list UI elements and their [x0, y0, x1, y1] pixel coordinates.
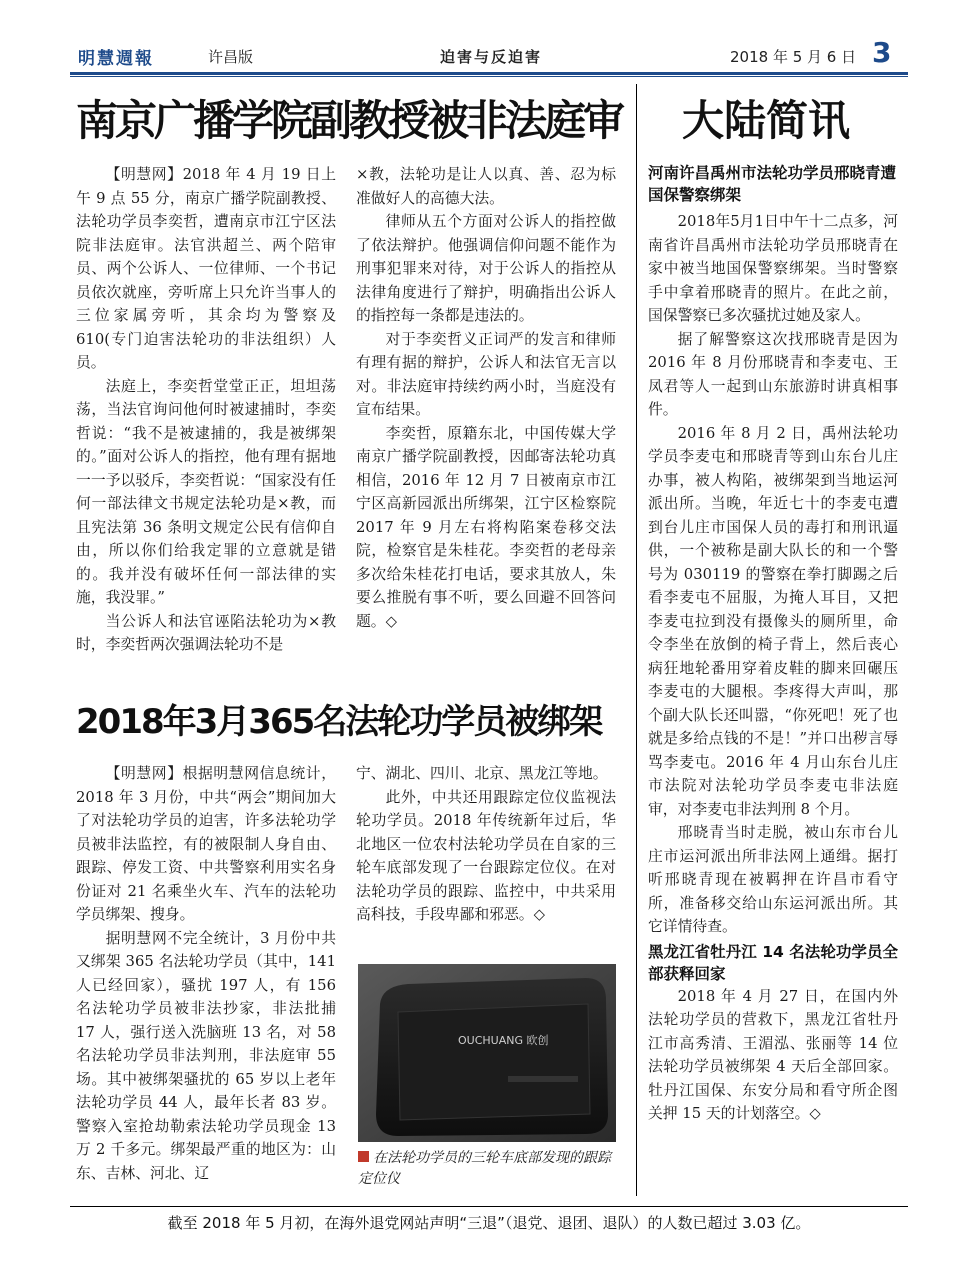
article1-paragraph: 对于李奕哲义正词严的发言和律师有理有据的辩护，公诉人和法官无言以对。非法庭审持续约两小时，当庭没有宣布结果。: [356, 330, 616, 418]
article2-column-2: [356, 762, 616, 927]
article2-paragraph: 据明慧网不完全统计，3 月份中共又绑架 365 名法轮功学员（其中，141 人已经回家），骚扰 197 人，有 156 名法轮功学员被非法抄家，非法批捕 17 人，强行送入洗脑班 13 名，对 58 名法轮功学员非法判刑，非法庭审 55 场。其中被绑架骚扰的 65 岁以上老年法轮功学员 44 人，最年长者 83 岁。警察入室抢劫勒索法轮功学员现金 13 万 2 千多元。绑架最严重的地区为：山东、吉林、河北、辽: [76, 929, 336, 1182]
sidebar-paragraph: 2016 年 8 月 2 日，禹州法轮功学员李麦屯和邢晓青等到山东台儿庄办事，被人构陷，被绑架到当地运河派出所。当晚，年近七十的李麦屯遭到台儿庄市国保人员的毒打和刑讯逼供，一个被称是副大队长的和一个警号为 030119 的警察在拳打脚踢之后看李麦屯不屈服，为掩人耳目，又把李麦屯拉到没有摄像头的厕所里，命令李坐在放倒的椅子背上，然后丧心病狂地轮番用穿着皮鞋的脚来回碾压李麦屯的大腿根。李疼得大声叫，那个副大队长还叫嚣，“你死吧！死了也就是多给点钱的不是！”并口出秽言辱骂李麦屯。2016 年 4 月山东台儿庄市法院对法轮功学员李麦屯非法庭审，对李麦屯非法判刑 8 个月。: [648, 424, 898, 818]
tracker-photo: [358, 964, 616, 1142]
caption-marker: [358, 1151, 369, 1162]
masthead-brand: 明慧週報: [78, 49, 154, 69]
tracker-device-illustration: [358, 964, 616, 1142]
article2-column-1: [76, 762, 336, 1185]
article1-column-2: [356, 163, 616, 633]
article1-paragraph: 律师从五个方面对公诉人的指控做了依法辩护。他强调信仰问题不能作为刑事犯罪来对待，对于公诉人的指控从法律角度进行了辩护，明确指出公诉人的指控每一条都是违法的。: [356, 213, 616, 324]
page-number: 3: [872, 36, 892, 69]
bottom-rule: [70, 1206, 908, 1207]
masthead-date: 2018 年 5 月 6 日: [730, 48, 857, 66]
article1-paragraph: 当公诉人和法官诬陷法轮功为×教时，李奕哲两次强调法轮功不是: [76, 612, 336, 653]
sidebar-paragraph: 2018年5月1日中午十二点多，河南省许昌禹州市法轮功学员邢晓青在家中被当地国保警察绑架。当时警察手中拿着邢晓青的照片。在此之前，国保警察已多次骚扰过她及家人。: [648, 213, 898, 324]
sidebar-paragraph: 邢晓青当时走脱，被山东市台儿庄市运河派出所非法网上通缉。据打听邢晓青现在被羁押在许昌市看守所，准备移交给山东运河派出所。其它详情待查。: [648, 824, 898, 935]
article1-paragraph: 李奕哲，原籍东北，中国传媒大学南京广播学院副教授，因邮寄法轮功真相信，2016 年 12 月 7 日被南京市江宁区高新园派出所绑架，江宁区检察院 2017 年 9 月左右将构陷案卷移交法院，检察官是朱桂花。李奕哲的老母亲多次给朱桂花打电话，要求其放人，朱要么推脱有事不听，要么回避不回答问题。◇: [356, 424, 616, 630]
sidebar-paragraph: 据了解警察这次找邢晓青是因为 2016 年 8 月份邢晓青和李麦屯、王凤君等人一起到山东旅游时讲真相事件。: [648, 330, 898, 418]
footer-notice: 截至 2018 年 5 月初，在海外退党网站声明“三退”（退党、退团、退队）的人数已超过 3.03 亿。: [167, 1214, 811, 1232]
column-divider: [636, 84, 637, 1196]
article2-paragraph-cont: 宁、湖北、四川、北京、黑龙江等地。: [356, 765, 608, 782]
article2-paragraph: 【明慧网】根据明慧网信息统计，2018 年 3 月份，中共“两会”期间加大了对法轮功学员的迫害，许多法轮功学员被非法监控，有的被限制人身自由、跟踪、停发工资、中共警察利用实名身份证对 21 名乘坐火车、汽车的法轮功学员绑架、搜身。: [76, 765, 336, 923]
photo-caption: [358, 1148, 616, 1190]
sidebar-item2-title: 黑龙江省牡丹江 14 名法轮功学员全部获释回家: [648, 942, 898, 983]
masthead-edition: 许昌版: [208, 48, 254, 66]
article1-paragraph-cont: ×教，法轮功是让人以真、善、忍为标准做好人的高德大法。: [356, 166, 616, 207]
article1-paragraph: 【明慧网】2018 年 4 月 19 日上午 9 点 55 分，南京广播学院副教授、法轮功学员李奕哲，遭南京市江宁区法院非法庭审。法官洪超兰、两个陪审员、两个公诉人、一位律师、一个书记员依次就座，旁听席上只允许当事人的三位家属旁听，其余均为警察及 610(专门迫害法轮功的非法组织）人员。: [76, 166, 336, 371]
top-rule-thin: [70, 76, 908, 77]
top-rule: [70, 72, 908, 75]
tracker-brand-label: OUCHUANG 欧创: [458, 1034, 549, 1047]
article1-title: 南京广播学院副教授被非法庭审: [76, 96, 623, 145]
photo-caption-text: 在法轮功学员的三轮车底部发现的跟踪定位仪: [358, 1150, 611, 1187]
article1-column-1: [76, 163, 336, 657]
sidebar-paragraph: 2018 年 4 月 27 日，在国内外法轮功学员的营救下，黑龙江省牡丹江市高秀清、王湄泓、张丽等 14 位法轮功学员被绑架 4 天后全部回家。牡丹江国保、东安分局和看守所企图关押 15 天的计划落空。◇: [648, 987, 898, 1122]
sidebar-title: 大陆简讯: [682, 96, 851, 145]
article2-paragraph: 此外，中共还用跟踪定位仪监视法轮功学员。2018 年传统新年过后，华北地区一位农村法轮功学员在自家的三轮车底部发现了一台跟踪定位仪。在对法轮功学员的跟踪、监控中，中共采用高科技，手段卑鄙和邪恶。◇: [356, 788, 616, 923]
sidebar-column: [648, 210, 898, 1126]
article1-paragraph: 法庭上，李奕哲堂堂正正，坦坦荡荡，当法官询问他何时被逮捕时，李奕哲说：“我不是被逮捕的，我是被绑架的。”面对公诉人的指控，他有理有据地一一予以驳斥，李奕哲说：“国家没有任何一部法律文书规定法轮功是×教，而且宪法第 36 条明文规定公民有信仰自由，所以你们给我定罪的立意就是错的。我并没有破坏任何一部法律的实施，我没罪。”: [76, 377, 336, 606]
article2-title: 2018年3月365名法轮功学员被绑架: [76, 702, 602, 742]
sidebar-item1-title: 河南许昌禹州市法轮功学员邢晓青遭国保警察绑架: [648, 164, 897, 204]
masthead-section: 迫害与反迫害: [440, 48, 543, 66]
